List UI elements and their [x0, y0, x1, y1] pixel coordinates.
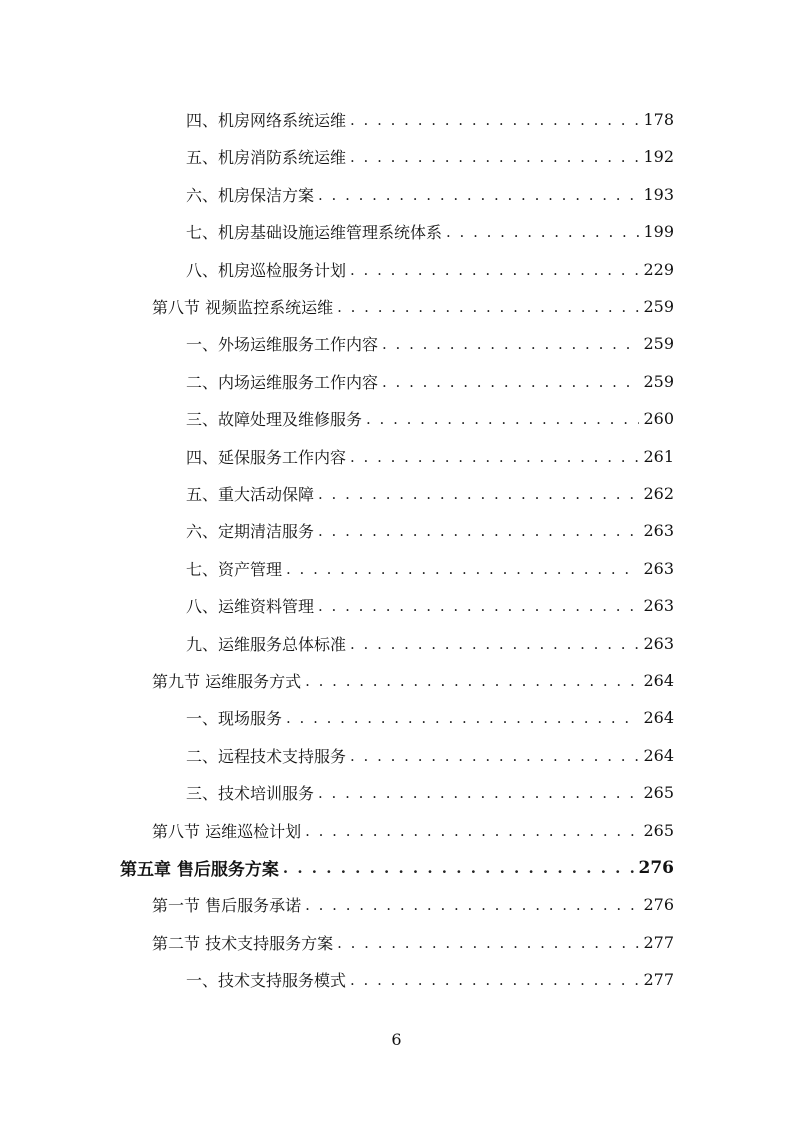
toc-entry-label: 五、机房消防系统运维: [186, 148, 347, 167]
toc-entry-label: 第九节 运维服务方式: [152, 672, 302, 691]
toc-entry-page: 277: [643, 933, 674, 952]
toc-entry-page: 259: [643, 372, 674, 391]
toc-entry-item[interactable]: [186, 699, 674, 736]
toc-entry-label: 七、资产管理: [186, 560, 283, 579]
dot-leader: [286, 560, 639, 578]
toc-entry-label: 三、技术培训服务: [186, 784, 315, 803]
toc-entry-label: 第八节 视频监控系统运维: [152, 298, 334, 317]
toc-entry-label: 八、运维资料管理: [186, 597, 315, 616]
toc-entry-label: 五、重大活动保障: [186, 485, 315, 504]
toc-entry-label: 第五章 售后服务方案: [120, 860, 279, 880]
dot-leader: [337, 934, 639, 952]
toc-entry-section[interactable]: [152, 662, 674, 699]
toc-entry-page: 263: [643, 559, 674, 578]
toc-entry-page: 178: [643, 110, 674, 129]
dot-leader: [366, 410, 639, 428]
toc-entry-item[interactable]: [186, 774, 674, 811]
toc-entry-page: 262: [643, 484, 674, 503]
toc-entry-page: 261: [643, 447, 674, 466]
toc-entry-label: 第一节 售后服务承诺: [152, 896, 302, 915]
dot-leader: [318, 597, 639, 615]
toc-entry-item[interactable]: [186, 475, 674, 512]
toc-entry-section[interactable]: [152, 886, 674, 923]
toc-entry-page: 263: [643, 596, 674, 615]
toc-entry-label: 一、外场运维服务工作内容: [186, 335, 379, 354]
toc-entry-page: 265: [643, 821, 674, 840]
toc-entry-label: 第二节 技术支持服务方案: [152, 934, 334, 953]
toc-entry-page: 264: [643, 708, 674, 727]
page-number: 6: [391, 1030, 402, 1049]
dot-leader: [350, 111, 639, 129]
dot-leader: [318, 522, 639, 540]
toc-entry-label: 九、运维服务总体标准: [186, 635, 347, 654]
dot-leader: [350, 747, 639, 765]
toc-entry-page: 263: [643, 521, 674, 540]
toc-entry-page: 264: [643, 671, 674, 690]
toc-entry-item[interactable]: [186, 737, 674, 774]
toc-entry-label: 六、定期清洁服务: [186, 522, 315, 541]
dot-leader: [283, 859, 635, 877]
toc-entry-page: 199: [643, 222, 674, 241]
toc-entry-item[interactable]: [186, 512, 674, 549]
dot-leader: [318, 186, 639, 204]
toc-entry-label: 一、现场服务: [186, 709, 283, 728]
toc-entry-item[interactable]: [186, 213, 674, 250]
toc-entry-item[interactable]: [186, 138, 674, 175]
toc-entry-item[interactable]: [186, 400, 674, 437]
toc-entry-label: 第八节 运维巡检计划: [152, 822, 302, 841]
dot-leader: [305, 822, 639, 840]
toc-entry-section[interactable]: [152, 924, 674, 961]
toc-entry-section[interactable]: [152, 812, 674, 849]
toc-entry-item[interactable]: [186, 625, 674, 662]
toc-entry-label: 七、机房基础设施运维管理系统体系: [186, 223, 443, 242]
dot-leader: [446, 223, 639, 241]
dot-leader: [286, 709, 639, 727]
toc-entry-item[interactable]: [186, 550, 674, 587]
toc-entry-item[interactable]: [186, 101, 674, 138]
dot-leader: [382, 373, 639, 391]
dot-leader: [350, 148, 639, 166]
toc-entry-page: 265: [643, 783, 674, 802]
toc-entry-page: 229: [643, 260, 674, 279]
dot-leader: [350, 635, 639, 653]
toc-entry-label: 一、技术支持服务模式: [186, 971, 347, 990]
toc-entry-label: 二、内场运维服务工作内容: [186, 373, 379, 392]
toc-entry-item[interactable]: [186, 251, 674, 288]
toc-entry-page: 192: [643, 147, 674, 166]
toc-entry-page: 263: [643, 634, 674, 653]
toc-entry-page: 193: [643, 185, 674, 204]
toc-entry-page: 276: [643, 895, 674, 914]
toc-entry-item[interactable]: [186, 961, 674, 998]
toc-entry-item[interactable]: [186, 363, 674, 400]
toc-entry-label: 三、故障处理及维修服务: [186, 410, 363, 429]
dot-leader: [337, 298, 639, 316]
toc-entry-page: 264: [643, 746, 674, 765]
toc-entry-page: 277: [643, 970, 674, 989]
toc-entry-chapter[interactable]: [120, 849, 674, 886]
toc-entry-item[interactable]: [186, 176, 674, 213]
dot-leader: [318, 485, 639, 503]
toc-entry-page: 259: [643, 297, 674, 316]
toc-entry-item[interactable]: [186, 438, 674, 475]
toc-entry-label: 八、机房巡检服务计划: [186, 261, 347, 280]
toc-entry-label: 四、延保服务工作内容: [186, 448, 347, 467]
dot-leader: [318, 784, 639, 802]
toc-entry-page: 276: [638, 857, 674, 878]
dot-leader: [350, 448, 639, 466]
toc-entry-page: 260: [643, 409, 674, 428]
dot-leader: [305, 896, 639, 914]
dot-leader: [382, 335, 639, 353]
dot-leader: [350, 261, 639, 279]
toc-entry-page: 259: [643, 334, 674, 353]
toc-entry-label: 四、机房网络系统运维: [186, 111, 347, 130]
dot-leader: [350, 971, 639, 989]
toc-entry-item[interactable]: [186, 587, 674, 624]
toc-entry-label: 二、远程技术支持服务: [186, 747, 347, 766]
toc-entry-section[interactable]: [152, 288, 674, 325]
toc-entry-label: 六、机房保洁方案: [186, 186, 315, 205]
dot-leader: [305, 672, 639, 690]
toc-entry-item[interactable]: [186, 325, 674, 362]
